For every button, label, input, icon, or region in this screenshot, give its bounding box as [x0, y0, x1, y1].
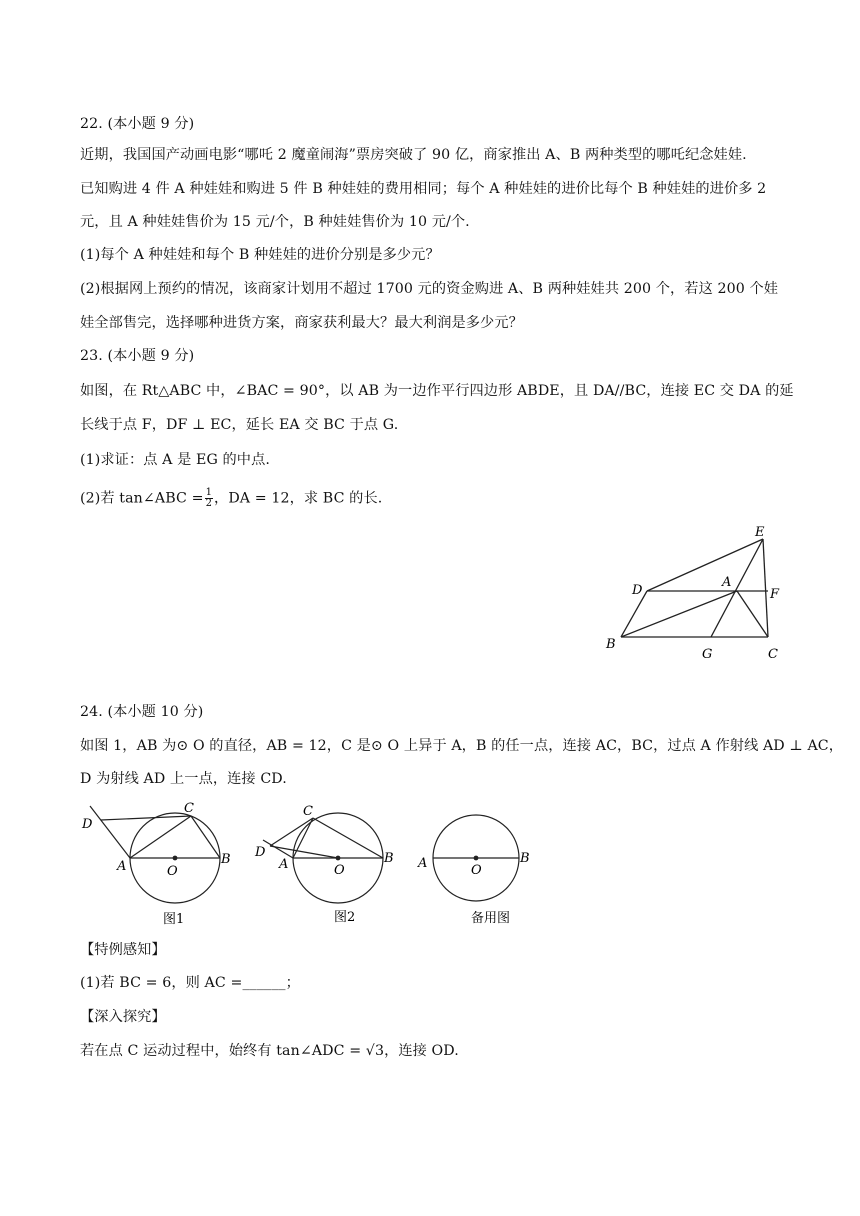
segment-EG [711, 539, 763, 637]
caption-fig1: 图1 [163, 912, 185, 927]
label-D-fig2: D [255, 845, 266, 860]
label-O-fig1: O [167, 864, 178, 879]
label-B-fig2: B [384, 851, 394, 866]
q22-line-3: 元，且 A 种娃娃售价为 15 元/个，B 种娃娃售价为 10 元/个. [80, 214, 470, 230]
q23-line-1: 如图，在 Rt△ABC 中，∠BAC = 90°，以 AB 为一边作平行四边形 ABDE，且 DA//BC，连接 EC 交 DA 的延 [80, 383, 794, 399]
q24-line-1: 如图 1，AB 为⊙ O 的直径，AB = 12，C 是⊙ O 上异于 A，B 的任一点，连接 AC，BC，过点 A 作射线 AD ⊥ AC， [80, 738, 844, 754]
label-C: C [768, 647, 778, 660]
q22-line-1: 近期，我国国产动画电影“哪吒 2 魔童闹海”票房突破了 90 亿，商家推出 A、B 两种类型的哪吒纪念娃娃. [80, 147, 747, 163]
segment-DC-fig1 [101, 816, 191, 820]
q22-line-2: 已知购进 4 件 A 种娃娃和购进 5 件 B 种娃娃的费用相同；每个 A 种娃娃的进价比每个 B 种娃娃的进价多 2 [80, 181, 767, 197]
figure-1 [90, 806, 220, 903]
label-G: G [702, 647, 713, 660]
q22-header: 22. (本小题 9 分) [80, 116, 195, 132]
q24-figures [78, 798, 538, 933]
label-D-fig1: D [82, 817, 93, 832]
fraction-denominator: 2 [205, 498, 213, 509]
segment-DE [647, 539, 763, 591]
q23-line-2: 长线于点 F，DF ⊥ EC，延长 EA 交 BC 于点 G. [80, 417, 399, 433]
segment-AC-fig1 [130, 816, 191, 858]
q22-part-2-line-1: (2)根据网上预约的情况，该商家计划用不超过 1700 元的资金购进 A、B 两种娃娃共 200 个，若这 200 个娃 [80, 281, 779, 297]
center-dot-spare [474, 856, 479, 861]
q24-section-special-case: 【特例感知】 [80, 942, 166, 958]
label-D: D [632, 583, 643, 598]
label-O-fig2: O [334, 863, 345, 878]
segment-EC [763, 539, 768, 637]
q23-geometry-figure [600, 520, 790, 660]
ray-AD-fig1 [90, 806, 130, 858]
caption-fig2: 图2 [334, 910, 356, 925]
label-B-spare: B [520, 851, 530, 866]
label-F: F [770, 587, 780, 602]
q24-header: 24. (本小题 10 分) [80, 704, 204, 720]
center-dot-fig1 [173, 856, 178, 861]
segment-BC-fig2 [313, 818, 383, 858]
label-A-spare: A [418, 856, 428, 871]
q22-part-2-line-2: 娃全部售完，选择哪种进货方案，商家获利最大？最大利润是多少元？ [80, 315, 523, 331]
label-A-fig1: A [117, 859, 127, 874]
caption-spare: 备用图 [471, 911, 511, 926]
label-A: A [722, 575, 732, 590]
label-E: E [755, 525, 765, 540]
q24-line-2: D 为射线 AD 上一点，连接 CD. [80, 771, 287, 787]
segment-AC [737, 591, 768, 637]
label-C-fig1: C [184, 801, 194, 816]
label-C-fig2: C [303, 804, 313, 819]
q24-part-2: 若在点 C 运动过程中，始终有 tan∠ADC = √3，连接 OD. [80, 1043, 459, 1059]
label-O-spare: O [471, 863, 482, 878]
label-B: B [606, 637, 616, 652]
q23-part-2-suffix: ，DA = 12，求 BC 的长. [214, 490, 383, 507]
label-A-fig2: A [279, 857, 289, 872]
q24-section-deep-exploration: 【深入探究】 [80, 1009, 166, 1025]
fraction-numerator: 1 [205, 487, 213, 498]
q23-part-2 [80, 488, 792, 509]
q23-header: 23. (本小题 9 分) [80, 348, 195, 364]
fraction-one-half [205, 488, 213, 509]
q23-part-2-prefix: (2)若 tan∠ABC = [80, 490, 204, 507]
q24-part-1: (1)若 BC = 6，则 AC =______； [80, 975, 300, 991]
segment-BC-fig1 [191, 816, 220, 858]
q22-part-1: (1)每个 A 种娃娃和每个 B 种娃娃的进价分别是多少元？ [80, 247, 440, 263]
center-dot-fig2 [336, 856, 341, 861]
q23-part-1: (1)求证：点 A 是 EG 的中点. [80, 452, 270, 468]
label-B-fig1: B [221, 852, 231, 867]
